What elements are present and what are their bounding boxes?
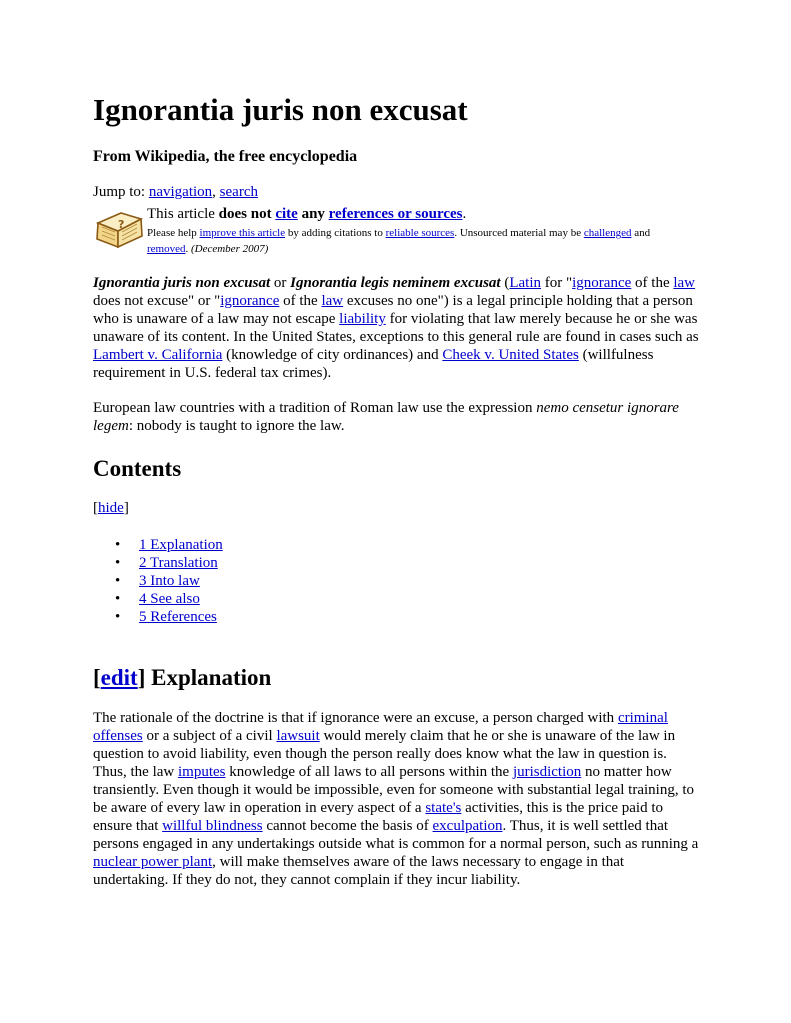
separator: , [212, 184, 216, 200]
toc-link-see-also[interactable]: 4 See also [139, 591, 200, 607]
navigation-link[interactable]: navigation [148, 184, 213, 200]
law-link[interactable]: law [321, 293, 344, 309]
site-tagline: From Wikipedia, the free encyclopedia [93, 148, 358, 165]
latin-phrase: nemo censetur ignorare legem [93, 400, 679, 434]
notice-text: and [634, 227, 651, 239]
notice-text: . Unsourced material may be [454, 227, 582, 239]
toc-item [139, 608, 223, 626]
bracket: ] [137, 665, 146, 690]
intro-paragraph [93, 274, 703, 382]
text: would merely claim that he or she is unaware of the law in question to avoid liability, even though the person really does know what the law in question is. Thus, the law [93, 728, 676, 780]
bracket: ] [123, 500, 129, 516]
reliable-sources-link[interactable]: reliable sources [385, 227, 455, 239]
term-bold: Ignorantia legis neminem excusat [290, 275, 501, 291]
contents-heading: Contents [93, 456, 182, 481]
ignorance-link[interactable]: ignorance [220, 293, 280, 309]
hide-toc-link[interactable]: hide [98, 500, 124, 516]
challenged-link[interactable]: challenged [583, 227, 632, 239]
jump-to-bar [93, 184, 258, 201]
notice-text: This article [147, 206, 215, 222]
states-link[interactable]: state's [425, 800, 462, 816]
edit-section-link[interactable]: edit [100, 665, 138, 690]
table-of-contents [93, 536, 223, 626]
imputes-link[interactable]: imputes [177, 764, 226, 780]
text: , will make themselves aware of the laws necessary to engage in that undertaking. If they do not, they cannot complain if they incur liability. [93, 854, 625, 888]
toc-item [139, 554, 223, 572]
svg-text:?: ? [118, 218, 125, 231]
text: for violating that law merely because he or she was unaware of its content. In the United States, exceptions to this general rule are found in cases such as [93, 311, 699, 345]
text: . Thus, it is well settled that persons engaged in any undertakings outside what is common for a normal person, such as running a [93, 818, 699, 852]
text: ( [500, 275, 510, 291]
notice-text-bold: any [301, 206, 325, 222]
toc-item [139, 572, 223, 590]
text: or a subject of a civil [142, 728, 277, 744]
text: activities, this is the price paid to ensure that [93, 800, 663, 834]
ignorance-link[interactable]: ignorance [572, 275, 632, 291]
bracket: [ [93, 500, 98, 516]
lambert-link[interactable]: Lambert v. California [93, 347, 223, 363]
notice-text-bold: does not [218, 206, 272, 222]
notice-text: Please help [147, 227, 197, 239]
text: knowledge of all laws to all persons within the [225, 764, 513, 780]
text: : nobody is taught to ignore the law. [128, 418, 345, 434]
explanation-paragraph [93, 709, 703, 889]
bracket: [ [93, 665, 101, 690]
page-title: Ignorantia juris non excusat [93, 92, 468, 127]
jump-to-label: Jump to: [93, 184, 146, 200]
text: (knowledge of city ordinances) and [222, 347, 443, 363]
toc-item [139, 590, 223, 608]
search-link[interactable]: search [219, 184, 258, 200]
explanation-heading [93, 665, 271, 691]
text: or [270, 275, 291, 291]
latin-link[interactable]: Latin [509, 275, 542, 291]
section-title: Explanation [145, 665, 272, 690]
cite-link[interactable]: cite [275, 206, 298, 222]
toc-link-references[interactable]: 5 References [139, 609, 217, 625]
liability-link[interactable]: liability [339, 311, 386, 327]
references-link[interactable]: references or sources [328, 206, 463, 222]
book-icon [94, 209, 144, 249]
notice-text: by adding citations to [287, 227, 383, 239]
toc-link-explanation[interactable]: 1 Explanation [139, 537, 223, 553]
willful-blindness-link[interactable]: willful blindness [162, 818, 263, 834]
term-bold: Ignorantia juris non excusat [93, 275, 271, 291]
nuclear-power-plant-link[interactable]: nuclear power plant [93, 854, 213, 870]
text: (willfulness requirement in U.S. federal tax crimes). [93, 347, 654, 381]
notice-line-2 [147, 225, 667, 257]
lawsuit-link[interactable]: lawsuit [276, 728, 320, 744]
toc-item [139, 536, 223, 554]
text: no matter how transiently. Even though it would be impossible, even for someone with substantial legal training, to be aware of every law in operation in every aspect of a [93, 764, 695, 816]
removed-link[interactable]: removed [147, 243, 186, 255]
criminal-offenses-link[interactable]: criminal offenses [93, 710, 668, 744]
jurisdiction-link[interactable]: jurisdiction [512, 764, 582, 780]
text: of the [631, 275, 674, 291]
text: The rationale of the doctrine is that if ignorance were an excuse, a person charged with [93, 710, 618, 726]
improve-article-link[interactable]: improve this article [199, 227, 286, 239]
roman-law-paragraph [93, 399, 703, 435]
text: excuses no one") is a legal principle holding that a person who is unaware of a law may not escape [93, 293, 693, 327]
toc-toggle [93, 500, 129, 517]
unsourced-notice [93, 205, 703, 257]
cheek-link[interactable]: Cheek v. United States [442, 347, 579, 363]
text: of the [279, 293, 322, 309]
law-link[interactable]: law [673, 275, 696, 291]
notice-line-1 [147, 206, 466, 223]
exculpation-link[interactable]: exculpation [432, 818, 503, 834]
text: does not excuse" or " [93, 293, 221, 309]
toc-link-into-law[interactable]: 3 Into law [139, 573, 200, 589]
toc-link-translation[interactable]: 2 Translation [139, 555, 218, 571]
notice-text: . [185, 243, 189, 255]
notice-date: (December 2007) [190, 243, 269, 255]
text: European law countries with a tradition of Roman law use the expression [93, 400, 537, 416]
notice-text: . [462, 206, 467, 222]
text: cannot become the basis of [262, 818, 433, 834]
text: for " [541, 275, 573, 291]
